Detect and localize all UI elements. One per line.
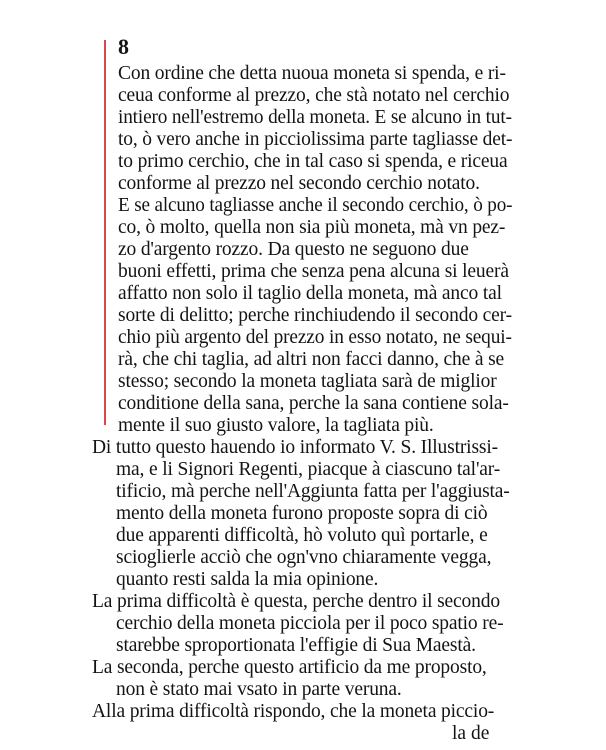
text-line: Di tutto questo hauendo io informato V. S. Illustrissi- (92, 437, 498, 458)
text-line: due apparenti difficoltà, hò voluto quì portarle, e (116, 525, 488, 546)
text-line: mente il suo giusto valore, la tagliata più. (118, 415, 434, 436)
page-number: 8 (118, 34, 129, 59)
text-line: cerchio della moneta picciola per il poco spatio re- (116, 613, 504, 634)
text-line: rà, che chi taglia, ad altri non facci danno, che à se (118, 349, 505, 370)
text-line: La prima difficoltà è questa, perche dentro il secondo (92, 591, 500, 612)
text-line: intiero nell'estremo della moneta. E se alcuno in tut- (118, 107, 512, 128)
text-line: La seconda, perche questo artificio da me proposto, (92, 657, 487, 678)
margin-red-line (104, 40, 106, 425)
text-line: starebbe sproportionata l'effigie di Sua Maestà. (116, 635, 476, 656)
text-line: co, ò molto, quella non sia più moneta, mà vn pez- (118, 217, 506, 238)
text-line: to, ò vero anche in picciolissima parte tagliasse det- (118, 129, 513, 150)
text-line: conforme al prezzo nel secondo cerchio notato. (118, 173, 480, 194)
text-line: affatto non solo il taglio della moneta, mà anco tal (118, 283, 502, 304)
text-line: to primo cerchio, che in tal caso si spenda, e riceua (118, 151, 508, 172)
text-line: Con ordine che detta nuoua moneta si spenda, e ri- (118, 63, 506, 84)
text-line: ceua conforme al prezzo, che stà notato nel cerchio (118, 85, 510, 106)
text-line: Alla prima difficoltà rispondo, che la moneta piccio- (92, 701, 495, 722)
text-line: scioglierle acciò che ogn'vno chiaramente vegga, (116, 547, 492, 568)
text-line: buoni effetti, prima che senza pena alcuna si leuerà (118, 261, 509, 282)
text-line: non è stato mai vsato in parte veruna. (116, 679, 402, 700)
text-line: tificio, mà perche nell'Aggiunta fatta per l'aggiusta- (116, 481, 510, 502)
text-line: zo d'argento rozzo. Da questo ne seguono due (118, 239, 469, 260)
text-line: sorte di delitto; perche rinchiudendo il secondo cer- (118, 305, 512, 326)
text-line: stesso; secondo la moneta tagliata sarà de miglior (118, 371, 497, 392)
text-line: mento della moneta furono proposte sopra di ciò (116, 503, 488, 524)
text-line: ma, e li Signori Regenti, piacque à ciascuno tal'ar- (116, 459, 501, 480)
catchword: la de (452, 723, 490, 744)
text-line: quanto resti salda la mia opinione. (116, 569, 379, 590)
text-line: conditione della sana, perche la sana contiene sola- (118, 393, 509, 414)
text-line: E se alcuno tagliasse anche il secondo cerchio, ò po- (118, 195, 513, 216)
text-line: chio più argento del prezzo in esso notato, ne sequi- (118, 327, 512, 348)
